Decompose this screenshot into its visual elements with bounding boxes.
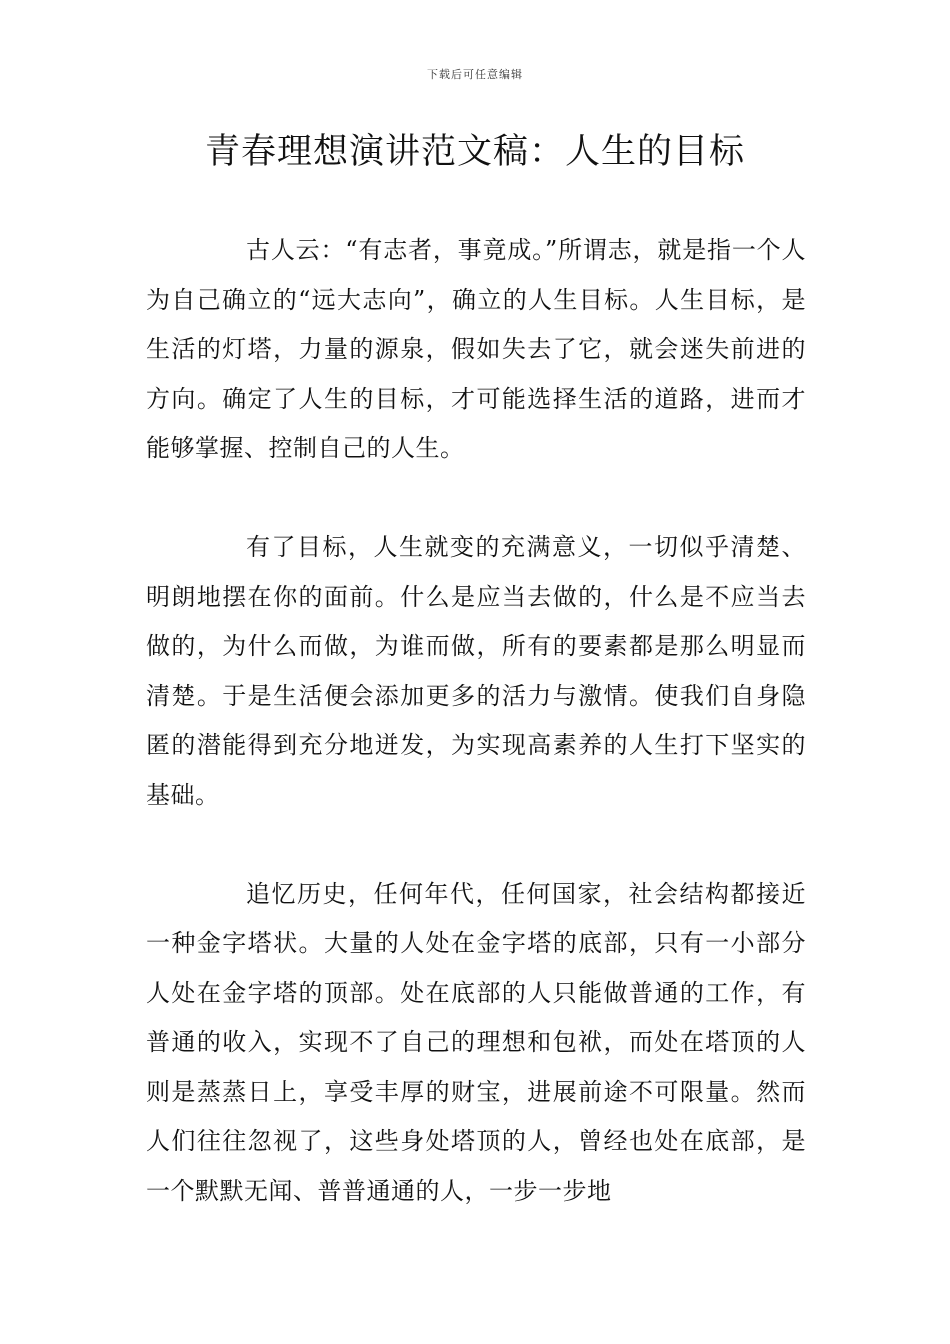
document-body [146,226,806,1266]
header-note: 下载后可任意编辑 [427,68,523,81]
document-title: 青春理想演讲范文稿：人生的目标 [204,132,745,172]
paragraph-2: 有了目标，人生就变的充满意义，一切似乎清楚、明朗地摆在你的面前。什么是应当去做的，什么是不应当去做的，为什么而做，为谁而做，所有的要素都是那么明显而清楚。于是生活便会添加更多的活力与激情。使我们自身隐匿的潜能得到充分地迸发，为实现高素养的人生打下坚实的基础。 [146,533,806,809]
paragraph-1: 古人云：“有志者，事竟成。”所谓志，就是指一个人为自己确立的“远大志向”，确立的人生目标。人生目标，是生活的灯塔，力量的源泉，假如失去了它，就会迷失前进的方向。确定了人生的目标，才可能选择生活的道路，进而才能够掌握、控制自己的人生。 [146,236,806,462]
paragraph-3: 追忆历史，任何年代，任何国家，社会结构都接近一种金字塔状。大量的人处在金字塔的底部，只有一小部分人处在金字塔的顶部。处在底部的人只能做普通的工作，有普通的收入，实现不了自己的理想和包袱，而处在塔顶的人则是蒸蒸日上，享受丰厚的财宝，进展前途不可限量。然而人们往往忽视了，这些身处塔顶的人，曾经也处在底部，是一个默默无闻、普普通通的人，一步一步地 [146,879,806,1205]
